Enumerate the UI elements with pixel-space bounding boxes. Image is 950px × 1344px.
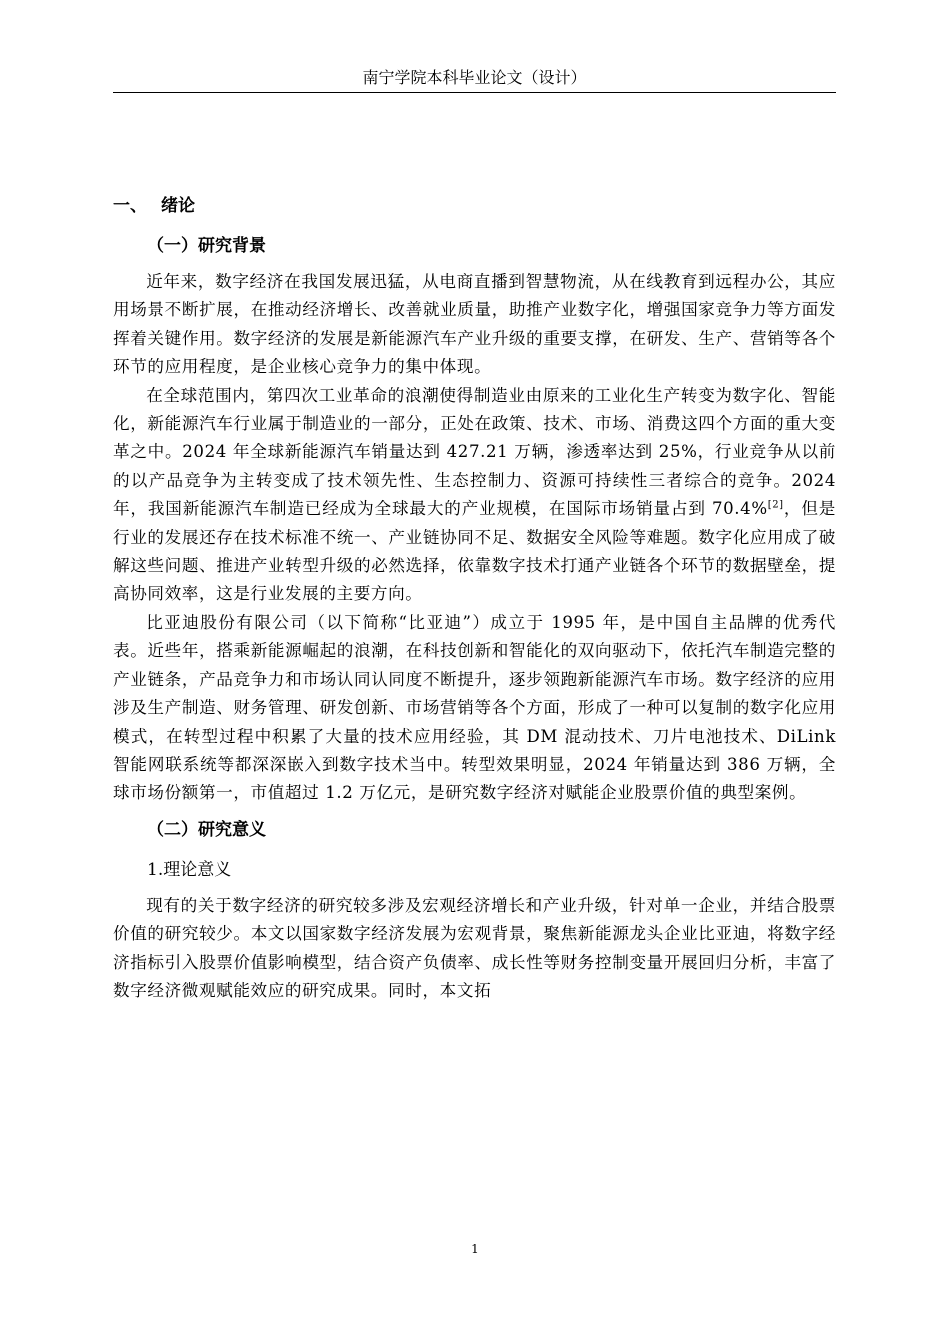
page-body bbox=[113, 188, 836, 1005]
section-heading bbox=[113, 188, 836, 224]
page-header: 南宁学院本科毕业论文（设计） bbox=[113, 66, 836, 93]
citation: [2] bbox=[767, 499, 784, 511]
paragraph: 近年来，数字经济在我国发展迅猛，从电商直播到智慧物流，从在线教育到远程办公，其应用场景不断扩展，在推动经济增长、改善就业质量，助推产业数字化，增强国家竞争力等方面发挥着关键作用。数字经济的发展是新能源汽车产业升级的重要支撑，在研发、生产、营销等各个环节的应用程度，是企业核心竞争力的集中体现。 bbox=[113, 272, 836, 377]
subsection-heading-background: （一）研究背景 bbox=[147, 236, 266, 256]
page-number: 1 bbox=[471, 1242, 479, 1256]
paragraph: 现有的关于数字经济的研究较多涉及宏观经济增长和产业升级，针对单一企业，并结合股票价值的研究较少。本文以国家数字经济发展为宏观背景，聚焦新能源龙头企业比亚迪，将数字经济指标引入股票价值影响模型，结合资产负债率、成长性等财务控制变量开展回归分析，丰富了数字经济微观赋能效应的研究成果。同时，本文拓 bbox=[113, 895, 836, 1000]
paragraph bbox=[113, 382, 836, 609]
paragraph-text: 在全球范围内，第四次工业革命的浪潮使得制造业由原来的工业化生产转变为数字化、智能化，新能源汽车行业属于制造业的一部分，正处在政策、技术、市场、消费这四个方面的重大变革之中。2024 年全球新能源汽车销量达到 427.21 万辆，渗透率达到 25%，行业竞争从以前的以产品竞争为主转变成了技术领先性、生态控制力、资源可持续性三者综合的竞争。2024 年，我国新能源汽车制造已经成为全球最大的产业规模，在国际市场销量占到 70.4% bbox=[113, 385, 836, 519]
subsection-heading-significance: （二）研究意义 bbox=[147, 819, 266, 840]
section-title: 绪论 bbox=[161, 196, 195, 216]
paragraph-text: ，但是行业的发展还存在技术标准不统一、产业链协同不足、数据安全风险等难题。数字化应用成了破解这些问题、推进产业转型升级的必然选择，依靠数字技术打通产业链各个环节的数据壁垒，提高协同效率，这是行业发展的主要方向。 bbox=[113, 499, 836, 604]
section-number: 一、 bbox=[113, 196, 147, 216]
paragraph: 比亚迪股份有限公司（以下简称“比亚迪”）成立于 1995 年，是中国自主品牌的优秀代表。近些年，搭乘新能源崛起的浪潮，在科技创新和智能化的双向驱动下，依托汽车制造完整的产业链条，产品竞争力和市场认同认同度不断提升，逐步领跑新能源汽车市场。数字经济的应用涉及生产制造、财务管理、研发创新、市场营销等各个方面，形成了一种可以复制的数字化应用模式，在转型过程中积累了大量的技术应用经验，其 DM 混动技术、刀片电池技术、DiLink 智能网联系统等都深深嵌入到数字技术当中。转型效果明显，2024 年销量达到 386 万辆，全球市场份额第一，市值超过 1.2 万亿元，是研究数字经济对赋能企业股票价值的典型案例。 bbox=[113, 612, 836, 803]
sub-subsection-heading: 1.理论意义 bbox=[147, 859, 232, 880]
